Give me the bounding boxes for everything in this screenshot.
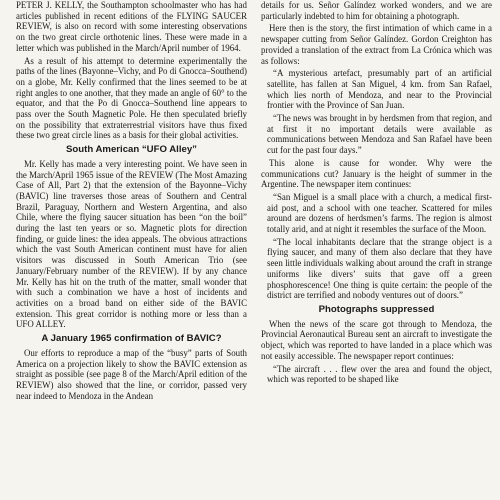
section-heading: South American “UFO Alley” bbox=[66, 144, 197, 156]
right-column bbox=[261, 0, 492, 500]
quoted-paragraph: “The aircraft . . . flew over the area and found the object, which was reported to be shaped like bbox=[267, 363, 492, 385]
section-heading: Photographs suppressed bbox=[318, 303, 435, 315]
quoted-paragraph: “A mysterious artefact, presumably part of an artificial satellite, has fallen at San Miguel, 4 km. from San Rafael, which lies north of Mendoza, and near to the Provincial frontier with the Province of San Juan. bbox=[267, 68, 492, 111]
paragraph: Here then is the story, the first intimation of which came in a newspaper cutting from Señor Galíndez. Gordon Creighton has provided a translation of the extract from La Crónica which was as follows: bbox=[261, 23, 492, 66]
author-name: PETER J. KELLY bbox=[16, 0, 82, 10]
paragraph: PETER J. KELLY, the Southampton schoolmaster who has had articles published in recent editions of the FLYING SAUCER REVIEW, is also on record with some interesting observations on the two great circle orthotenic lines. These were made in a letter which was published in the March/April number of 1964. bbox=[16, 0, 247, 53]
quoted-paragraph: “San Miguel is a small place with a church, a medical first-aid post, and a school with one teacher. Scattered for miles around are dozens of herdsmen’s farms. The region is almost totally arid, and at night it resembles the surface of the Moon. bbox=[267, 191, 492, 235]
paragraph: When the news of the scare got through to Mendoza, the Provincial Aeronautical Bureau sent an aircraft to investigate the object, which was reported to have landed in a place which was not easily accessible. The newspaper report continues: bbox=[261, 318, 492, 361]
paragraph: Mr. Kelly has made a very interesting point. We have seen in the March/April 1965 issue of the REVIEW (The Most Amazing Case of All, Part 2) that the extension of the Bayonne–Vichy (BAVIC) line traverses those areas of Southern and Central Brazil, Paraguay, Northern and Western Argentina, and also Chile, where the flying saucer situation has been “on the boil” during the last ten years or so. Magnetic plots for direction finding, or guide lines: the idea appeals. The obvious attractions which the vast South American continent must have for alien visitors was discussed in South American Trio (see January/February number of the REVIEW). If by any chance Mr. Kelly has hit on the truth of the matter, small wonder that with such a combination we have a host of incidents and activities on a broad band on either side of the BAVIC extension. This great corridor is nothing more or less than a UFO ALLEY. bbox=[16, 158, 247, 330]
paragraph: This alone is cause for wonder. Why were the communications cut? January is the height of summer in the Argentine. The newspaper item continues: bbox=[261, 157, 492, 190]
paragraph: details for us. Señor Galíndez worked wonders, and we are particularly indebted to him for obtaining a photograph. bbox=[261, 0, 492, 21]
paragraph: As a result of his attempt to determine experimentally the paths of the lines (Bayonne–Vichy, and Po di Gnocca–Southend) on a globe, Mr. Kelly confirmed that the lines seemed to be at right angles to one another, that they made an angle of 60° to the equator, and that the Po di Gnocca–Southend line appears to pass over the South Magnetic Pole. He then speculated briefly on the possibility that extraterrestrial visitors have thus fixed these two great circle lines as a basis for their global activities. bbox=[16, 55, 247, 141]
section-heading: A January 1965 confirmation of BAVIC? bbox=[41, 333, 222, 345]
paragraph: Our efforts to reproduce a map of the “busy” parts of South America on a projection likely to show the BAVIC extension as straight as possible (see page 8 of the March/April edition of the REVIEW) also showed that the line, or corridor, passed very near indeed to Mendoza in the Andean bbox=[16, 347, 247, 401]
quoted-paragraph: “The news was brought in by herdsmen from that region, and at first it no important details were available as communications between Mendoza and San Rafael have been cut for the past four days.” bbox=[267, 113, 492, 156]
left-column bbox=[16, 0, 247, 500]
quoted-paragraph: “The local inhabitants declare that the strange object is a flying saucer, and many of them also declare that they have seen little individuals walking about around the craft in strange uniforms like divers’ suits that gave off a green phosphorescence! One thing is quite certain: the people of the district are terrified and nobody ventures out of doors.” bbox=[267, 236, 492, 301]
